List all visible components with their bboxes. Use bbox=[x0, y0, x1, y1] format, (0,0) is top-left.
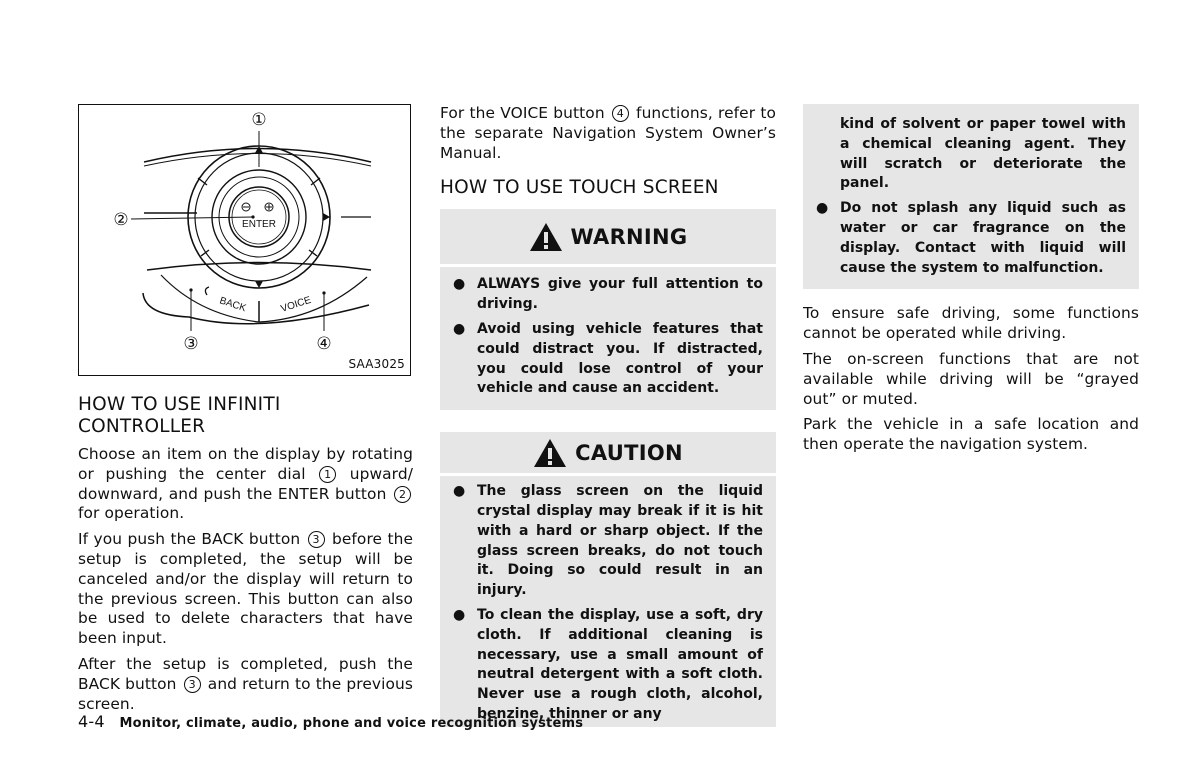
warning-box bbox=[440, 209, 776, 410]
caution-item: ● To clean the display, use a soft, dry cloth. If additional cleaning is necessary, use a small amount of neutral detergent with a soft cloth. Never use a rough cloth, alcohol, benzine, thinner or any bbox=[453, 606, 763, 722]
section-heading-touch-screen: HOW TO USE TOUCH SCREEN bbox=[440, 177, 719, 199]
callout-ref: 2 bbox=[394, 486, 411, 503]
section-heading-controller: HOW TO USE INFINITI CONTROLLER bbox=[78, 394, 281, 437]
controller-illustration bbox=[79, 105, 409, 375]
column-middle bbox=[440, 104, 776, 727]
column-right bbox=[803, 104, 1139, 461]
caution-triangle-icon bbox=[533, 438, 567, 468]
caution-title: CAUTION bbox=[575, 440, 683, 465]
caution-box bbox=[440, 432, 776, 727]
page-number: 4-4 bbox=[78, 712, 105, 731]
paragraph: After the setup is completed, push the BACK button 3 and return to the previous screen. bbox=[78, 654, 413, 713]
page-footer bbox=[78, 712, 583, 731]
warning-triangle-icon bbox=[529, 222, 563, 252]
callout-ref: 4 bbox=[612, 105, 629, 122]
paragraph: The on-screen functions that are not available while driving will be “grayed out” or muted. bbox=[803, 349, 1139, 408]
callout-1: ① bbox=[251, 110, 267, 130]
warning-title: WARNING bbox=[570, 224, 688, 249]
voice-label: VOICE bbox=[279, 294, 313, 315]
callout-ref: 3 bbox=[184, 676, 201, 693]
column-left bbox=[78, 104, 413, 720]
warning-header bbox=[440, 209, 776, 267]
callout-2: ② bbox=[113, 210, 129, 230]
callout-ref: 1 bbox=[319, 466, 336, 483]
callout-3: ③ bbox=[183, 334, 199, 354]
callout-4: ④ bbox=[316, 334, 332, 354]
section-title: Monitor, climate, audio, phone and voice recognition systems bbox=[119, 716, 584, 731]
paragraph: To ensure safe driving, some functions cannot be operated while driving. bbox=[803, 304, 1139, 343]
paragraph: Choose an item on the display by rotating or pushing the center dial 1 upward/ downward, and push the ENTER button 2 for operation. bbox=[78, 445, 413, 523]
caution-item-continued: kind of solvent or paper towel with a chemical cleaning agent. They will scratch or deteriorate the panel. bbox=[840, 116, 1126, 192]
caution-box-continued bbox=[803, 104, 1139, 289]
warning-item: ● ALWAYS give your full attention to driving. bbox=[453, 276, 763, 313]
caution-item: ● Do not splash any liquid such as water or car fragrance on the display. Contact with liquid will cause the system to malfunction. bbox=[816, 200, 1126, 276]
figure-code: SAA3025 bbox=[348, 357, 405, 371]
controller-figure bbox=[78, 104, 411, 376]
paragraph: If you push the BACK button 3 before the setup is completed, the setup will be canceled and/or the display will return to the previous screen. This button can also be used to delete characters that have been input. bbox=[78, 530, 414, 648]
caution-item: ● The glass screen on the liquid crystal display may break if it is hit with a hard or sharp object. If the glass screen breaks, do not touch it. Doing so could result in an injury. bbox=[453, 483, 763, 599]
back-label: BACK bbox=[218, 295, 248, 315]
warning-item: ● Avoid using vehicle features that could distract you. If distracted, you could lose control of your vehicle and cause an accident. bbox=[453, 320, 763, 397]
caution-header bbox=[440, 432, 776, 476]
enter-label: ENTER bbox=[242, 219, 276, 230]
callout-ref: 3 bbox=[308, 531, 325, 548]
paragraph: Park the vehicle in a safe location and then operate the navigation system. bbox=[803, 415, 1139, 454]
paragraph: For the VOICE button 4 functions, refer to the separate Navigation System Owner’s Manual. bbox=[440, 104, 776, 162]
